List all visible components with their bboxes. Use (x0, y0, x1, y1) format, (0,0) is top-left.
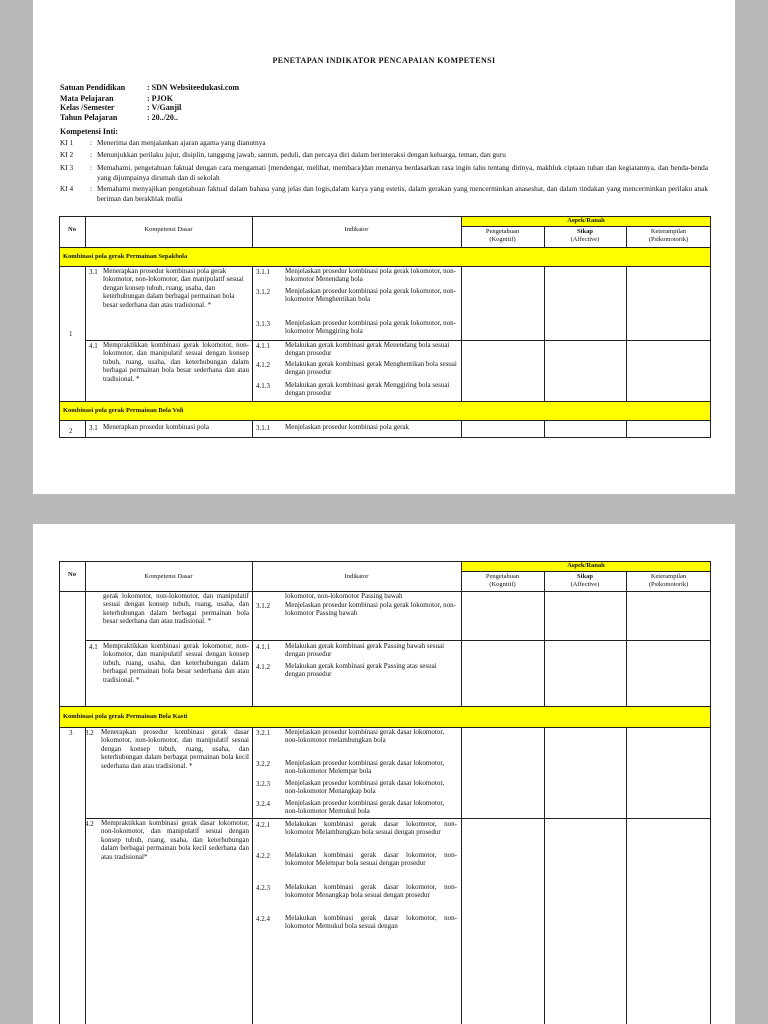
kd-text: Mempraktikkan kombinasi gerak dasar lokomotor, non-lokomotor, dan manipulatif sesuai dengan konsep tubuh, ruang, usaha, dan keterhubungan dalam berbagai permainan bola kecil sederhana dan atau tradisional* (101, 819, 249, 861)
indicator-number: 4.2.3 (256, 884, 270, 892)
indicator-number: 4.2.4 (256, 915, 270, 923)
indicator-text: Melakukan kombinasi gerak dasar lokomotor, non-lokomotor Memukul bola sesuai dengan (285, 914, 457, 931)
ki-2: KI 2 : Menunjukkan perilaku jujur, disiplin, tanggung jawab, santun, peduli, dan percaya diri dalam berinteraksi dengan keluarga, teman, dan guru (60, 150, 506, 159)
indicator-text: Melakukan kombinasi gerak dasar lokomotor, non-lokomotor Melempar bola sesuai dengan prosedur (285, 851, 457, 868)
section-title: Kombinasi pola gerak Permainan Bola Voli (63, 407, 184, 414)
ki-4: KI 4 : Memahami menyajikan pengetahuan faktual dalam bahasa yang jelas dan logis,dalam karya yang estetis, dalam gerakan yang mencerminkan anaseshat, dan dalam tindakan yang mencerminkan perilaku anak beriman dan berakhlak mulia (60, 184, 708, 203)
indicator-text: Menjelaskan prosedur kombinasi pola gerak lokomotor, non-lokomotor Menendang bola (285, 267, 456, 284)
indicator-text: Melakukan gerak kombinasi gerak Passing bawah sesuai dengan prosedur (285, 642, 445, 659)
indicator-number: 3.1.3 (256, 320, 270, 328)
indicator-number: 4.1.2 (256, 663, 270, 671)
row-number: 2 (69, 427, 73, 435)
meta-kelas: Kelas /Semester : V/Ganjil (60, 103, 182, 112)
col-indikator: Indikator (344, 573, 369, 580)
kd-number: 4.1 (89, 342, 98, 350)
meta-tahun: Tahun Pelajaran : 20../20.. (60, 113, 178, 122)
col-aspek: Aspek/Ranah (567, 562, 605, 569)
kd-text: gerak lokomotor, non-lokomotor, dan manipulatif sesuai dengan konsep tubuh, ruang, usaha, dan keterhubungan dalam berbagai permainan bola besar sederhana dan atau tradisional. * (103, 592, 249, 626)
indicator-number: 3.2.4 (256, 800, 270, 808)
col-no: No (68, 226, 76, 233)
col-sikap: Sikap (Affective) (570, 573, 600, 588)
indicator-number: 4.1.1 (256, 342, 270, 350)
row-number: 1 (69, 330, 73, 338)
col-keterampilan: Keterampilan (Psikomotorik) (648, 573, 689, 588)
kd-text: Menerapkan prosedur kombinasi pola gerak lokomotor, non-lokomotor, dan manipulatif sesuai dengan konsep tubuh, ruang, usaha, dan keterhubungan dalam berbagai permainan bola besar sederhana dan atau tradisional. * (103, 267, 244, 309)
col-indikator: Indikator (344, 226, 369, 233)
ki-heading: Kompetensi Inti: (60, 127, 118, 136)
indicator-text: Menjelaskan prosedur kombinasi pola gerak lokomotor, non-lokomotor Menggiring bola (285, 319, 456, 336)
kd-number: 3.1 (89, 268, 98, 276)
indicator-text: Menjelaskan prosedur kombinasi gerak dasar lokomotor, non-lokomotor Memukul bola (285, 799, 445, 816)
indicator-text: Menjelaskan prosedur kombinasi gerak dasar lokomotor, non-lokomotor Melempar bola (285, 759, 445, 776)
indicator-number: 4.2.2 (256, 852, 270, 860)
col-kompetensi-dasar: Kompetensi Dasar (144, 573, 193, 580)
kd-number: 4.2 (85, 820, 94, 828)
indicator-number: 3.1.1 (256, 424, 270, 432)
indicator-text: Melakukan gerak kombinasi gerak Menendang bola sesuai dengan prosedur (285, 341, 450, 358)
col-pengetahuan: Pengetahuan (Kognitif) (485, 573, 520, 588)
ki-3: KI 3 : Memahami, pengetahuan faktual dengan cara mengamati [mendengar, melihat, membaca]dan menanya berdasarkan rasa ingin tahu tentang dirinya, makhluk ciptaan tuhan dan kegiatannya, dan benda-benda yang dijumpainya dirumah dan di sekolah (60, 163, 708, 182)
document-page-1 (33, 0, 735, 494)
indicator-number: 4.1.3 (256, 382, 270, 390)
indicator-number: 4.2.1 (256, 821, 270, 829)
indicator-number: 3.1.1 (256, 268, 270, 276)
ki-1: KI 1 : Menerima dan menjalankan ajaran agama yang dianutnya (60, 138, 266, 147)
col-keterampilan: Keterampilan (Psikomotorik) (648, 228, 689, 243)
kd-text: Mempraktikkan kombinasi gerak lokomotor, non-lokomotor, dan manipulatif sesuai dengan konsep tubuh, ruang, usaha, dan keterhubungan dalam berbagai permainan bola besar sederhana dan atau tradisional. * (103, 341, 249, 383)
col-kompetensi-dasar: Kompetensi Dasar (144, 226, 193, 233)
document-page-2 (33, 524, 735, 1024)
indicator-text: Melakukan kombinasi gerak dasar lokomotor, non-lokomotor Menangkap bola sesuai dengan prosedur (285, 883, 457, 900)
indicator-text: Melakukan gerak kombinasi gerak Menghentikan bola sesuai dengan prosedur (285, 360, 457, 377)
document-title: PENETAPAN INDIKATOR PENCAPAIAN KOMPETENSI (272, 56, 496, 65)
indicator-number: 3.2.3 (256, 780, 270, 788)
kd-number: 3.1 (89, 424, 98, 432)
kd-number: 4.1 (89, 643, 98, 651)
col-no: No (68, 571, 76, 578)
indicator-number: 3.2.1 (256, 729, 270, 737)
kd-text: Mempraktikkan kombinasi gerak lokomotor, non-lokomotor, dan manipulatif sesuai dengan konsep tubuh, ruang, usaha, dan keterhubungan dalam berbagai permainan bola besar sederhana dan atau tradisional. * (103, 642, 249, 684)
indicator-text: Menjelaskan prosedur kombinasi pola gerak lokomotor, non-lokomotor Passing bawah (285, 601, 456, 618)
col-sikap: Sikap (Affective) (570, 228, 600, 243)
indicator-text: Menjelaskan prosedur kombinasi gerak dasar lokomotor, non-lokomotor Menangkap bola (285, 779, 445, 796)
indicator-text: Menjelaskan prosedur kombinasi pola gerak lokomotor, non-lokomotor Menghentikan bola (285, 287, 456, 304)
row-number: 3 (69, 729, 73, 737)
indicator-number: 3.2.2 (256, 760, 270, 768)
kd-text: Menerapkan prosedur kombinasi pola (103, 423, 209, 431)
meta-mapel: Mata Pelajaran : PJOK (60, 94, 173, 103)
indicator-number: 3.1.2 (256, 602, 270, 610)
indicator-number: 3.1.2 (256, 288, 270, 296)
indicator-text: Melakukan kombinasi gerak dasar lokomotor, non-lokomotor Melambungkan bola sesuai dengan prosedur (285, 820, 457, 837)
indicator-number: 4.1.1 (256, 643, 270, 651)
kd-text: Menerapkan prosedur kombinasi gerak dasar lokomotor, non-lokomotor, dan manipulatif sesuai dengan konsep tubuh, ruang, usaha, dan keterhubungan dalam berbagai permainan bola kecil sederhana dan atau tradisional. * (101, 728, 249, 770)
indicator-text: Melakukan gerak kombinasi gerak Passing atas sesuai dengan prosedur (285, 662, 437, 679)
section-title: Kombinasi pola gerak Permainan Sepakbola (63, 253, 188, 260)
kd-number: 3.2 (85, 729, 94, 737)
indicator-text: Menjelaskan prosedur kombinasi pola gerak (285, 423, 410, 431)
indicator-number: 4.1.2 (256, 361, 270, 369)
indicator-text: Melakukan gerak kombinasi gerak Menggiring bola sesuai dengan prosedur (285, 381, 450, 398)
section-title: Kombinasi pola gerak Permainan Bola Kasti (63, 713, 188, 720)
indicator-text: Menjelaskan prosedur kombinasi gerak dasar lokomotor, non-lokomotor melambungkan bola (285, 728, 445, 745)
meta-satuan: Satuan Pendidikan : SDN Websiteedukasi.com (60, 83, 240, 92)
col-pengetahuan: Pengetahuan (Kognitif) (485, 228, 520, 243)
indicator-text: lokomotor, non-lokomotor Passing bawah (285, 592, 403, 600)
col-aspek: Aspek/Ranah (567, 217, 605, 224)
